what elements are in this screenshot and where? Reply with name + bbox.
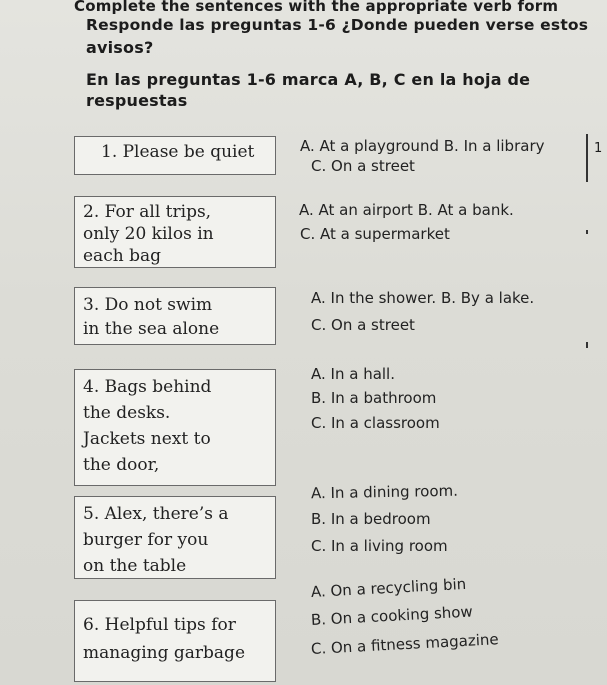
option-line-q2-2: C. At a supermarket (300, 225, 450, 243)
option-line-q5-2: B. In a bedroom (311, 510, 431, 528)
sign-text: burger for you (83, 530, 209, 550)
answer-column-number: 1 (594, 141, 603, 156)
sign-text: 3. Do not swim (83, 295, 213, 315)
sign-question-1 (74, 136, 276, 175)
sign-text: 2. For all trips, (83, 202, 212, 222)
instruction-line-5: respuestas (86, 91, 188, 110)
sign-text: managing garbage (83, 643, 245, 663)
sign-text: Jackets next to (83, 429, 211, 449)
instruction-line-1: Complete the sentences with the appropriate verb form (74, 0, 559, 15)
option-line-q2-1: A. At an airport B. At a bank. (299, 201, 514, 219)
answer-column-divider (586, 230, 588, 234)
option-line-q3-2: C. On a street (311, 316, 415, 334)
option-line-q1-2: C. On a street (311, 157, 415, 175)
instruction-line-4: En las preguntas 1-6 marca A, B, C en la hoja de (86, 70, 531, 89)
sign-text: 4. Bags behind (83, 377, 212, 397)
sign-question-5 (74, 496, 276, 579)
option-line-q5-1: A. In a dining room. (310, 481, 459, 503)
instruction-line-3: avisos? (86, 38, 154, 57)
option-line-q6-1: A. On a recycling bin (310, 574, 467, 601)
answer-column-divider (586, 342, 588, 348)
option-line-q5-3: C. In a living room (311, 537, 448, 555)
option-line-q3-1: A. In the shower. B. By a lake. (311, 289, 535, 307)
option-line-q4-3: C. In a classroom (311, 414, 440, 432)
sign-question-6 (74, 600, 276, 682)
sign-text: on the table (83, 556, 187, 576)
sign-text: the door, (83, 455, 160, 475)
sign-question-2 (74, 196, 276, 268)
sign-text: each bag (83, 246, 161, 266)
instruction-line-2: Responde las preguntas 1-6 ¿Donde pueden verse estos (86, 16, 589, 34)
option-line-q6-2: B. On a cooking show (310, 602, 474, 629)
option-line-q4-1: A. In a hall. (311, 365, 395, 383)
sign-text: only 20 kilos in (83, 224, 214, 244)
sign-question-3 (74, 287, 276, 345)
sign-text: 5. Alex, there’s a (83, 504, 229, 524)
sign-question-4 (74, 369, 276, 486)
sign-text: 1. Please be quiet (101, 142, 255, 162)
sign-text: 6. Helpful tips for (83, 615, 236, 635)
sign-text: in the sea alone (83, 319, 220, 339)
sign-text: the desks. (83, 403, 171, 423)
option-line-q4-2: B. In a bathroom (311, 389, 437, 407)
option-line-q1-1: A. At a playground B. In a library (300, 137, 545, 155)
option-line-q6-3: C. On a fitness magazine (310, 630, 500, 658)
answer-column-divider (586, 134, 588, 182)
